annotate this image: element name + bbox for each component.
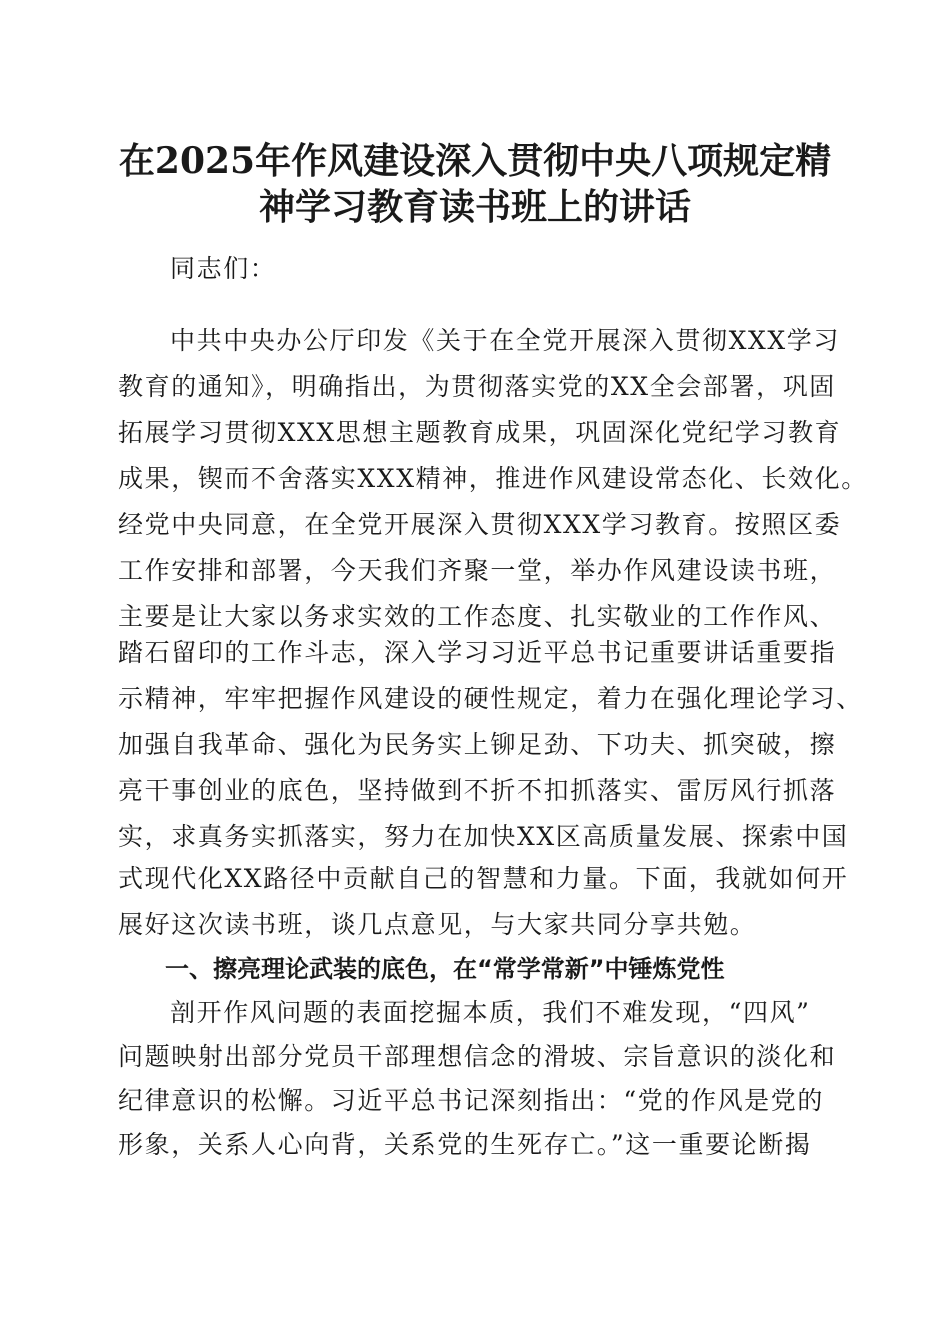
paragraph-1-line: 踏石留印的工作斗志，深入学习习近平总书记重要讲话重要指 (118, 638, 837, 667)
paragraph-2-line: 形象，关系人心向背，关系党的生死存亡。”这一重要论断揭 (118, 1130, 812, 1159)
document-title-line-1: 在2025年作风建设深入贯彻中央八项规定精 (118, 140, 832, 182)
paragraph-2-line: 问题映射出部分党员干部理想信念的滑坡、宗旨意识的淡化和 (118, 1042, 837, 1071)
paragraph-2-line: 剖开作风问题的表面挖掘本质，我们不难发现，“四风” (170, 998, 811, 1027)
paragraph-1-line: 展好这次读书班，谈几点意见，与大家共同分享共勉。 (118, 910, 757, 939)
paragraph-1-line: 加强自我革命、强化为民务实上铆足劲、下功夫、抓突破，擦 (118, 730, 837, 759)
paragraph-1-line: 实，求真务实抓落实，努力在加快XX区高质量发展、探索中国 (118, 822, 849, 851)
paragraph-1-line: 式现代化XX路径中贡献自己的智慧和力量。下面，我就如何开 (118, 864, 849, 893)
paragraph-1-line: 主要是让大家以务求实效的工作态度、扎实敬业的工作作风、 (118, 602, 837, 631)
paragraph-1-line: 工作安排和部署，今天我们齐聚一堂，举办作风建设读书班， (118, 556, 837, 585)
document-title-line-2: 神学习教育读书班上的讲话 (258, 186, 691, 228)
paragraph-1-line: 示精神，牢牢把握作风建设的硬性规定，着力在强化理论学习、 (118, 684, 863, 713)
paragraph-1-line: 教育的通知》，明确指出，为贯彻落实党的XX全会部署，巩固 (118, 372, 836, 401)
paragraph-1-line: 拓展学习贯彻XXX思想主题教育成果，巩固深化党纪学习教育 (118, 418, 842, 447)
paragraph-1-line: 成果，锲而不舍落实XXX精神，推进作风建设常态化、长效化。 (118, 464, 868, 493)
section-heading: 一、擦亮理论武装的底色，在“常学常新”中锤炼党性 (165, 955, 725, 983)
paragraph-1-line: 中共中央办公厅印发《关于在全党开展深入贯彻XXX学习 (170, 326, 840, 355)
paragraph-1-line: 经党中央同意，在全党开展深入贯彻XXX学习教育。按照区委 (118, 510, 842, 539)
paragraph-2-line: 纪律意识的松懈。习近平总书记深刻指出：“党的作风是党的 (118, 1086, 824, 1115)
paragraph-1-line: 亮干事创业的底色，坚持做到不折不扣抓落实、雷厉风行抓落 (118, 776, 837, 805)
greeting: 同志们： (170, 254, 277, 283)
